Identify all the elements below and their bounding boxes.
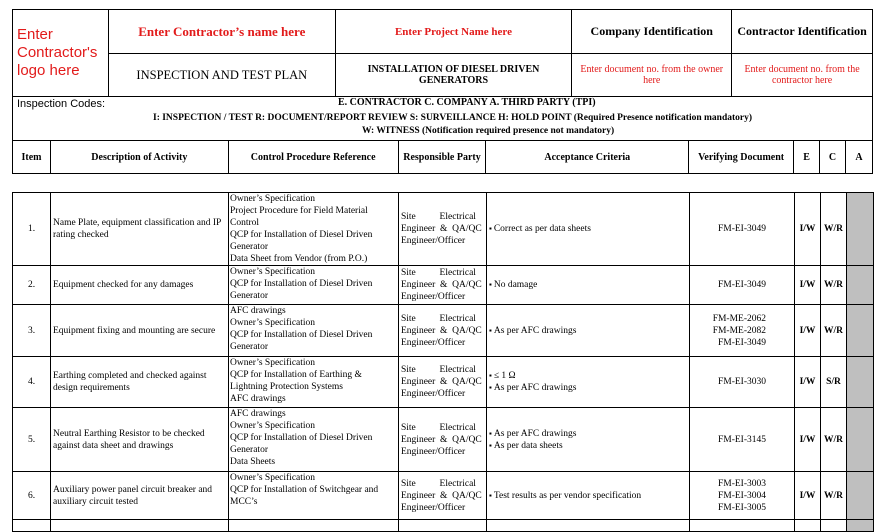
item-number-cell: 4.: [13, 357, 51, 408]
empty-cell: [847, 520, 874, 532]
item-number-cell: 1.: [13, 193, 51, 266]
responsible-party-line: Engineer/Officer: [401, 337, 466, 348]
responsible-party-line: Site Electrical: [401, 365, 476, 375]
company-code-cell: W/R: [821, 305, 847, 357]
empty-cell: [821, 520, 847, 532]
col-a-header: A: [845, 141, 872, 174]
col-description-header: Description of Activity: [50, 141, 228, 174]
acceptance-criteria-cell: [487, 305, 690, 357]
responsible-party-line: Engineer/Officer: [401, 389, 466, 399]
verifying-document-number: FM-ME-2062: [712, 313, 766, 324]
verifying-document-number: FM-EI-3049: [717, 280, 766, 290]
table-row: [13, 193, 874, 266]
contractor-code-cell: I/W: [795, 305, 821, 357]
acceptance-criteria-cell: [487, 472, 690, 520]
third-party-code-cell: [847, 305, 874, 357]
responsible-party-line: Engineer & QA/QC: [401, 490, 482, 501]
company-code-cell: W/R: [821, 193, 847, 266]
contractor-code-cell: I/W: [795, 357, 821, 408]
item-number-cell: 2.: [13, 266, 51, 305]
control-reference-cell: [229, 305, 399, 357]
contractor-logo-placeholder: Enter Contractor's logo here: [13, 10, 109, 97]
verifying-document-number: FM-EI-3030: [717, 377, 766, 387]
control-reference-line: QCP for Installation of Diesel Driven Generator: [230, 279, 373, 301]
control-reference-line: AFC drawings: [230, 306, 286, 316]
item-number-cell: 5.: [13, 408, 51, 472]
responsible-party-cell: [399, 193, 487, 266]
verifying-document-number: FM-EI-3049: [717, 337, 766, 348]
verifying-document-cell: [690, 193, 795, 266]
responsible-party-line: Engineer & QA/QC: [401, 224, 482, 234]
empty-cell: [399, 520, 487, 532]
codes-parties-line: E. CONTRACTOR C. COMPANY A. THIRD PARTY (TPI): [338, 97, 596, 108]
acceptance-criteria-item: ▪ No damage: [489, 279, 687, 291]
responsible-party-line: Site Electrical: [401, 268, 476, 278]
acceptance-criteria-cell: [487, 408, 690, 472]
control-reference-line: Data Sheet from Vendor (from P.O.): [230, 254, 368, 264]
acceptance-criteria-cell: [487, 357, 690, 408]
responsible-party-line: Engineer & QA/QC: [401, 434, 482, 445]
verifying-document-cell: [690, 472, 795, 520]
empty-cell: [13, 520, 51, 532]
acceptance-criteria-item: ▪ As per data sheets: [489, 440, 687, 452]
company-code-cell: W/R: [821, 408, 847, 472]
contractor-code-cell: I/W: [795, 266, 821, 305]
contractor-code-cell: I/W: [795, 408, 821, 472]
control-reference-line: Owner’s Specification: [230, 421, 316, 431]
activity-description-cell: Name Plate, equipment classification and IP rating checked: [51, 193, 229, 266]
contractor-code-cell: I/W: [795, 193, 821, 266]
verifying-document-number: FM-EI-3049: [717, 224, 766, 234]
empty-cell: [690, 520, 795, 532]
inspection-codes-legend: [12, 96, 873, 140]
control-reference-cell: [229, 357, 399, 408]
header-table: [12, 9, 873, 97]
responsible-party-line: Engineer/Officer: [401, 236, 466, 246]
acceptance-criteria-item: ▪ As per AFC drawings: [489, 325, 687, 337]
control-reference-line: QCP for Installation of Switchgear and MCC’s: [230, 485, 379, 507]
verifying-document-number: FM-EI-3004: [717, 490, 766, 501]
codes-actions-line: I: INSPECTION / TEST R: DOCUMENT/REPORT REVIEW S: SURVEILLANCE H: HOLD POINT (Required Presence notification mandatory): [153, 113, 753, 123]
control-reference-cell: [229, 266, 399, 305]
responsible-party-line: Site Electrical: [401, 313, 476, 324]
verifying-document-number: FM-ME-2082: [712, 325, 766, 336]
verifying-document-cell: [690, 266, 795, 305]
third-party-code-cell: [847, 408, 874, 472]
item-number-cell: 6.: [13, 472, 51, 520]
col-c-header: C: [820, 141, 846, 174]
company-code-cell: W/R: [821, 266, 847, 305]
table-row: [13, 472, 874, 520]
col-verifying-header: Verifying Document: [689, 141, 794, 174]
activity-description-cell: Neutral Earthing Resistor to be checked against data sheet and drawings: [51, 408, 229, 472]
owner-document-number: Enter document no. from the owner here: [572, 54, 732, 97]
acceptance-criteria-item: ▪ ≤ 1 Ω: [489, 370, 687, 382]
control-reference-line: Owner’s Specification: [230, 318, 316, 328]
verifying-document-cell: [690, 357, 795, 408]
empty-cell: [51, 520, 229, 532]
column-header-row: [12, 140, 873, 174]
contractor-document-number: Enter document no. from the contractor here: [732, 54, 873, 97]
responsible-party-line: Site Electrical: [401, 422, 476, 433]
responsible-party-line: Engineer/Officer: [401, 502, 466, 513]
third-party-code-cell: [847, 472, 874, 520]
inspection-codes-label: Inspection Codes:: [17, 98, 106, 110]
control-reference-line: Owner’s Specification: [230, 267, 316, 277]
control-reference-line: Owner’s Specification: [230, 473, 316, 483]
verifying-document-number: FM-EI-3003: [717, 478, 766, 489]
acceptance-criteria-item: ▪ Test results as per vendor specification: [489, 490, 687, 502]
empty-cell: [229, 520, 399, 532]
contractor-code-cell: I/W: [795, 472, 821, 520]
third-party-code-cell: [847, 357, 874, 408]
contractor-identification-label: Contractor Identification: [732, 10, 873, 54]
col-party-header: Responsible Party: [398, 141, 486, 174]
col-criteria-header: Acceptance Criteria: [486, 141, 689, 174]
acceptance-criteria-item: ▪ As per AFC drawings: [489, 382, 687, 394]
col-item-header: Item: [13, 141, 51, 174]
responsible-party-line: Engineer/Officer: [401, 292, 466, 302]
document-title: INSPECTION AND TEST PLAN: [108, 54, 335, 97]
empty-cell: [487, 520, 690, 532]
control-reference-cell: [229, 472, 399, 520]
responsible-party-cell: [399, 408, 487, 472]
acceptance-criteria-item: ▪ As per AFC drawings: [489, 428, 687, 440]
responsible-party-line: Site Electrical: [401, 212, 476, 222]
control-reference-line: QCP for Installation of Diesel Driven Generator: [230, 433, 373, 455]
table-row: [13, 408, 874, 472]
responsible-party-cell: [399, 266, 487, 305]
table-row: [13, 520, 874, 532]
control-reference-line: QCP for Installation of Diesel Driven Generator: [230, 330, 373, 352]
responsible-party-cell: [399, 305, 487, 357]
third-party-code-cell: [847, 266, 874, 305]
activity-description-cell: Auxiliary power panel circuit breaker and auxiliary circuit tested: [51, 472, 229, 520]
control-reference-cell: [229, 193, 399, 266]
responsible-party-line: Engineer & QA/QC: [401, 377, 482, 387]
responsible-party-line: Engineer/Officer: [401, 446, 466, 457]
acceptance-criteria-item: ▪ Correct as per data sheets: [489, 223, 687, 235]
contractor-name: Enter Contractor’s name here: [108, 10, 335, 54]
responsible-party-line: Site Electrical: [401, 478, 476, 489]
control-reference-line: AFC drawings: [230, 394, 286, 404]
responsible-party-line: Engineer & QA/QC: [401, 325, 482, 336]
activity-description-cell: Equipment checked for any damages: [51, 266, 229, 305]
codes-witness-line: W: WITNESS (Notification required presence not mandatory): [362, 126, 615, 136]
control-reference-cell: [229, 408, 399, 472]
responsible-party-cell: [399, 357, 487, 408]
acceptance-criteria-cell: [487, 266, 690, 305]
activity-description-cell: Equipment fixing and mounting are secure: [51, 305, 229, 357]
table-row: [13, 305, 874, 357]
verifying-document-cell: [690, 408, 795, 472]
table-row: [13, 357, 874, 408]
item-number-cell: 3.: [13, 305, 51, 357]
document-subject: INSTALLATION OF DIESEL DRIVEN GENERATORS: [335, 54, 572, 97]
col-e-header: E: [794, 141, 820, 174]
acceptance-criteria-cell: [487, 193, 690, 266]
table-row: [13, 266, 874, 305]
control-reference-line: Data Sheets: [230, 457, 276, 467]
control-reference-line: AFC drawings: [230, 409, 286, 419]
third-party-code-cell: [847, 193, 874, 266]
verifying-document-number: FM-EI-3145: [717, 434, 766, 445]
control-reference-line: Project Procedure for Field Material Control: [230, 206, 368, 228]
itp-table: [12, 192, 874, 532]
company-code-cell: W/R: [821, 472, 847, 520]
empty-cell: [795, 520, 821, 532]
responsible-party-cell: [399, 472, 487, 520]
control-reference-line: Owner’s Specification: [230, 194, 316, 204]
control-reference-line: QCP for Installation of Earthing & Lightning Protection Systems: [230, 370, 362, 392]
project-name: Enter Project Name here: [335, 10, 572, 54]
col-control-header: Control Procedure Reference: [228, 141, 398, 174]
control-reference-line: QCP for Installation of Diesel Driven Generator: [230, 230, 373, 252]
verifying-document-cell: [690, 305, 795, 357]
control-reference-line: Owner’s Specification: [230, 358, 316, 368]
responsible-party-line: Engineer & QA/QC: [401, 280, 482, 290]
verifying-document-number: FM-EI-3005: [717, 502, 766, 513]
activity-description-cell: Earthing completed and checked against design requirements: [51, 357, 229, 408]
company-code-cell: S/R: [821, 357, 847, 408]
company-identification-label: Company Identification: [572, 10, 732, 54]
